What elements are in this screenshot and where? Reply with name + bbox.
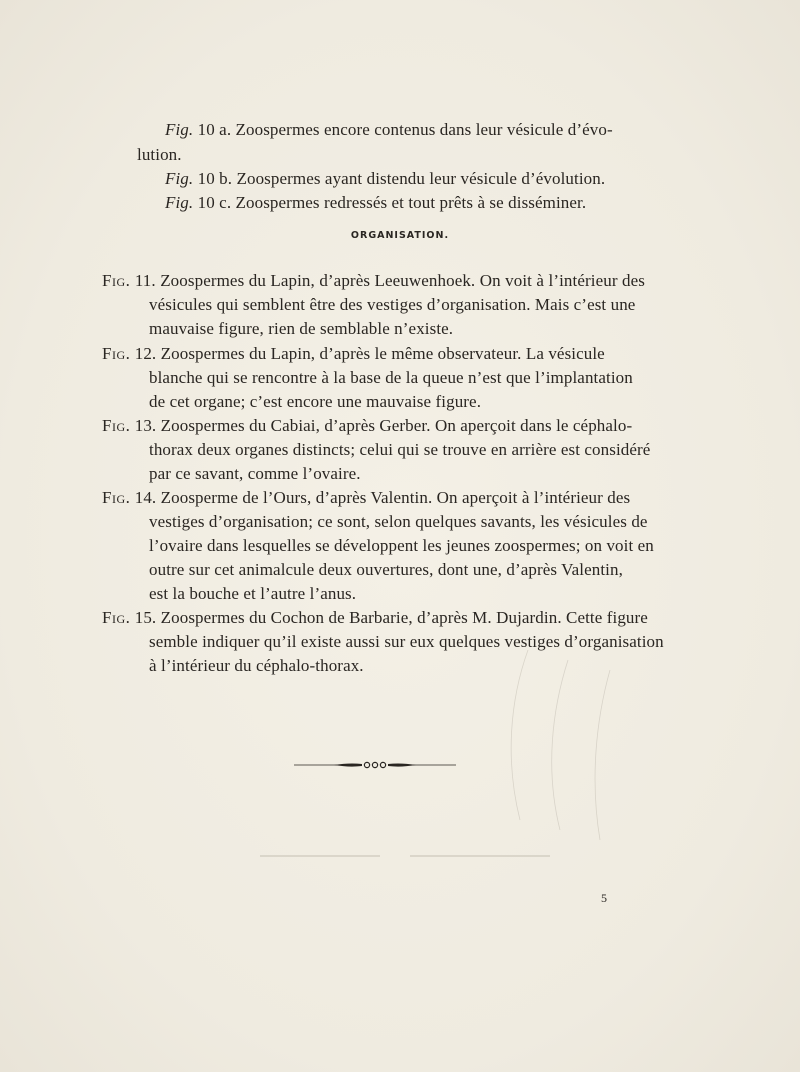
- fig-14-label: Fig.: [102, 488, 131, 507]
- fig-13-line1: [102, 414, 632, 438]
- fig-10a-number: 10 a.: [197, 120, 232, 139]
- fig-14-line4: outre sur cet animalcule deux ouvertures, dont une, d’après Valentin,: [149, 560, 623, 579]
- fig-10b-number: 10 b.: [197, 169, 233, 188]
- fig-12-line2: blanche qui se rencontre à la base de la queue n’est que l’implantation: [149, 368, 633, 387]
- fig-11-number: 11.: [134, 271, 156, 290]
- fig-10c-text: Zoospermes redressés et tout prêts à se disséminer.: [235, 193, 587, 212]
- fig-10b-label: Fig.: [165, 169, 194, 188]
- fig-12-text-1: Zoospermes du Lapin, d’après le même observateur. La vésicule: [160, 344, 605, 363]
- fig-14-number: 14.: [134, 488, 157, 507]
- fig-14-line3: l’ovaire dans lesquelles se développent les jeunes zoospermes; on voit en: [149, 536, 654, 555]
- fig-13-line3: par ce savant, comme l’ovaire.: [149, 464, 361, 483]
- fig-10b-text: Zoospermes ayant distendu leur vésicule d’évolution.: [236, 169, 606, 188]
- fig-10c-label: Fig.: [165, 193, 194, 212]
- fig-10b-line: [165, 167, 605, 191]
- fig-15-line3: à l’intérieur du céphalo-thorax.: [149, 656, 364, 675]
- fig-15-text-1: Zoospermes du Cochon de Barbarie, d’après M. Dujardin. Cette figure: [160, 608, 648, 627]
- fig-15-line1: [102, 606, 648, 630]
- fig-13-line2: thorax deux organes distincts; celui qui se trouve en arrière est considéré: [149, 440, 651, 459]
- fig-15-number: 15.: [134, 608, 157, 627]
- ornament-divider: [294, 758, 456, 772]
- fig-14-line1: [102, 486, 630, 510]
- fig-13-label: Fig.: [102, 416, 131, 435]
- section-heading: ORGANISATION.: [350, 230, 450, 241]
- fig-10a-line2: lution.: [137, 145, 182, 164]
- fig-12-line3: de cet organe; c’est encore une mauvaise figure.: [149, 392, 482, 411]
- fig-15-label: Fig.: [102, 608, 131, 627]
- page-number: 5: [601, 891, 607, 905]
- fig-14-line5: est la bouche et l’autre l’anus.: [149, 584, 357, 603]
- fig-15-line2: semble indiquer qu’il existe aussi sur eux quelques vestiges d’organisation: [149, 632, 664, 651]
- fig-10a-label: Fig.: [165, 120, 194, 139]
- fig-11-text-1: Zoospermes du Lapin, d’après Leeuwenhoek. On voit à l’intérieur des: [160, 271, 645, 290]
- fig-12-number: 12.: [134, 344, 157, 363]
- fig-13-number: 13.: [134, 416, 157, 435]
- fig-13-text-1: Zoospermes du Cabiai, d’après Gerber. On aperçoit dans le céphalo-: [160, 416, 633, 435]
- fig-10a-text: Zoospermes encore contenus dans leur vésicule d’évo-: [235, 120, 613, 139]
- fig-10c-number: 10 c.: [197, 193, 232, 212]
- fig-11-line3: mauvaise figure, rien de semblable n’existe.: [149, 319, 454, 338]
- fig-14-line2: vestiges d’organisation; ce sont, selon quelques savants, les vésicules de: [149, 512, 648, 531]
- fig-11-line1: [102, 269, 645, 293]
- fig-10c-line: [165, 191, 586, 215]
- fig-11-label: Fig.: [102, 271, 131, 290]
- fig-12-line1: [102, 342, 605, 366]
- fig-11-line2: vésicules qui semblent être des vestiges d’organisation. Mais c’est une: [149, 295, 636, 314]
- fig-12-label: Fig.: [102, 344, 131, 363]
- fig-10a-line1: [165, 118, 650, 142]
- fig-14-text-1: Zoosperme de l’Ours, d’après Valentin. On aperçoit à l’intérieur des: [160, 488, 631, 507]
